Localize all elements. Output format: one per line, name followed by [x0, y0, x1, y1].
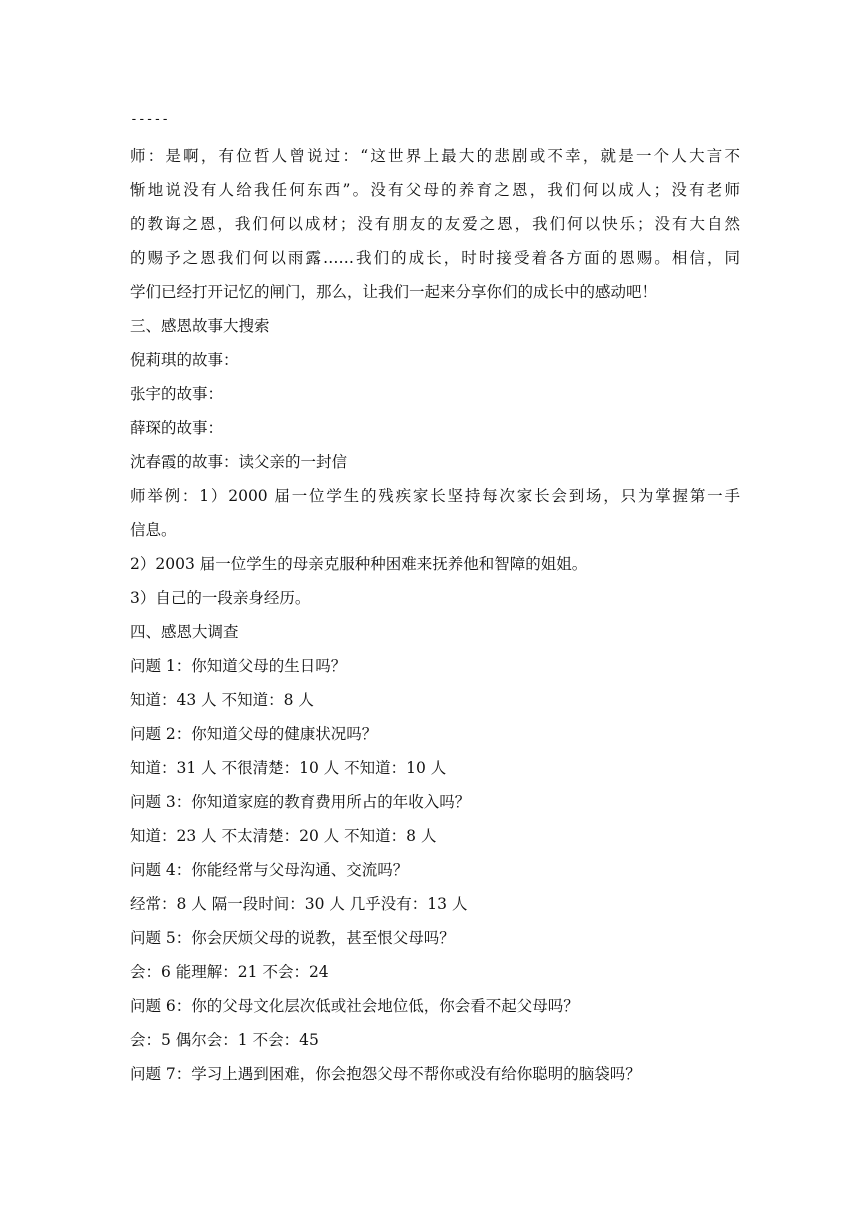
- survey-question: 问题 2：你知道父母的健康状况吗？: [130, 725, 378, 743]
- story-item: 薛琛的故事：: [130, 419, 224, 437]
- separator-line: -----: [130, 112, 170, 127]
- survey-question: 问题 4：你能经常与父母沟通、交流吗？: [130, 861, 409, 879]
- survey-question: 问题 1：你知道父母的生日吗？: [130, 657, 347, 675]
- section-heading: 三、感恩故事大搜索: [130, 317, 270, 335]
- example-line: 3）自己的一段亲身经历。: [130, 589, 311, 607]
- section-heading: 四、感恩大调查: [130, 623, 239, 641]
- example-line: 师举例：1）2000 届一位学生的残疾家长坚持每次家长会到场，只为掌握第一手: [130, 487, 740, 505]
- paragraph-line: 的赐予之恩我们何以雨露……我们的成长，时时接受着各方面的恩赐。相信，同: [130, 249, 740, 267]
- paragraph-line: 惭地说没有人给我任何东西”。没有父母的养育之恩，我们何以成人；没有老师: [130, 181, 740, 199]
- paragraph-line: 学们已经打开记忆的闸门，那么，让我们一起来分享你们的成长中的感动吧！: [130, 283, 658, 301]
- paragraph-line: 的教诲之恩，我们何以成材；没有朋友的友爱之恩，我们何以快乐；没有大自然: [130, 215, 740, 233]
- story-item: 沈春霞的故事：读父亲的一封信: [130, 453, 348, 471]
- story-item: 倪莉琪的故事：: [130, 351, 239, 369]
- survey-question: 问题 5：你会厌烦父母的说教，甚至恨父母吗？: [130, 929, 455, 947]
- survey-question: 问题 3：你知道家庭的教育费用所占的年收入吗？: [130, 793, 471, 811]
- example-line: 信息。: [130, 521, 177, 539]
- survey-answer: 会：6 能理解：21 不会：24: [130, 963, 329, 981]
- survey-answer: 知道：23 人 不太清楚：20 人 不知道：8 人: [130, 827, 437, 845]
- example-line: 2）2003 届一位学生的母亲克服种种困难来抚养他和智障的姐姐。: [130, 555, 588, 573]
- story-item: 张宇的故事：: [130, 385, 224, 403]
- paragraph-line: 师：是啊，有位哲人曾说过：“这世界上最大的悲剧或不幸，就是一个人大言不: [130, 147, 740, 165]
- survey-answer: 知道：43 人 不知道：8 人: [130, 691, 314, 709]
- survey-answer: 知道：31 人 不很清楚：10 人 不知道：10 人: [130, 759, 447, 777]
- survey-answer: 经常：8 人 隔一段时间：30 人 几乎没有：13 人: [130, 895, 468, 913]
- survey-question: 问题 6：你的父母文化层次低或社会地位低，你会看不起父母吗？: [130, 997, 579, 1015]
- survey-question: 问题 7：学习上遇到困难，你会抱怨父母不帮你或没有给你聪明的脑袋吗？: [130, 1065, 641, 1083]
- survey-answer: 会：5 偶尔会：1 不会：45: [130, 1031, 319, 1049]
